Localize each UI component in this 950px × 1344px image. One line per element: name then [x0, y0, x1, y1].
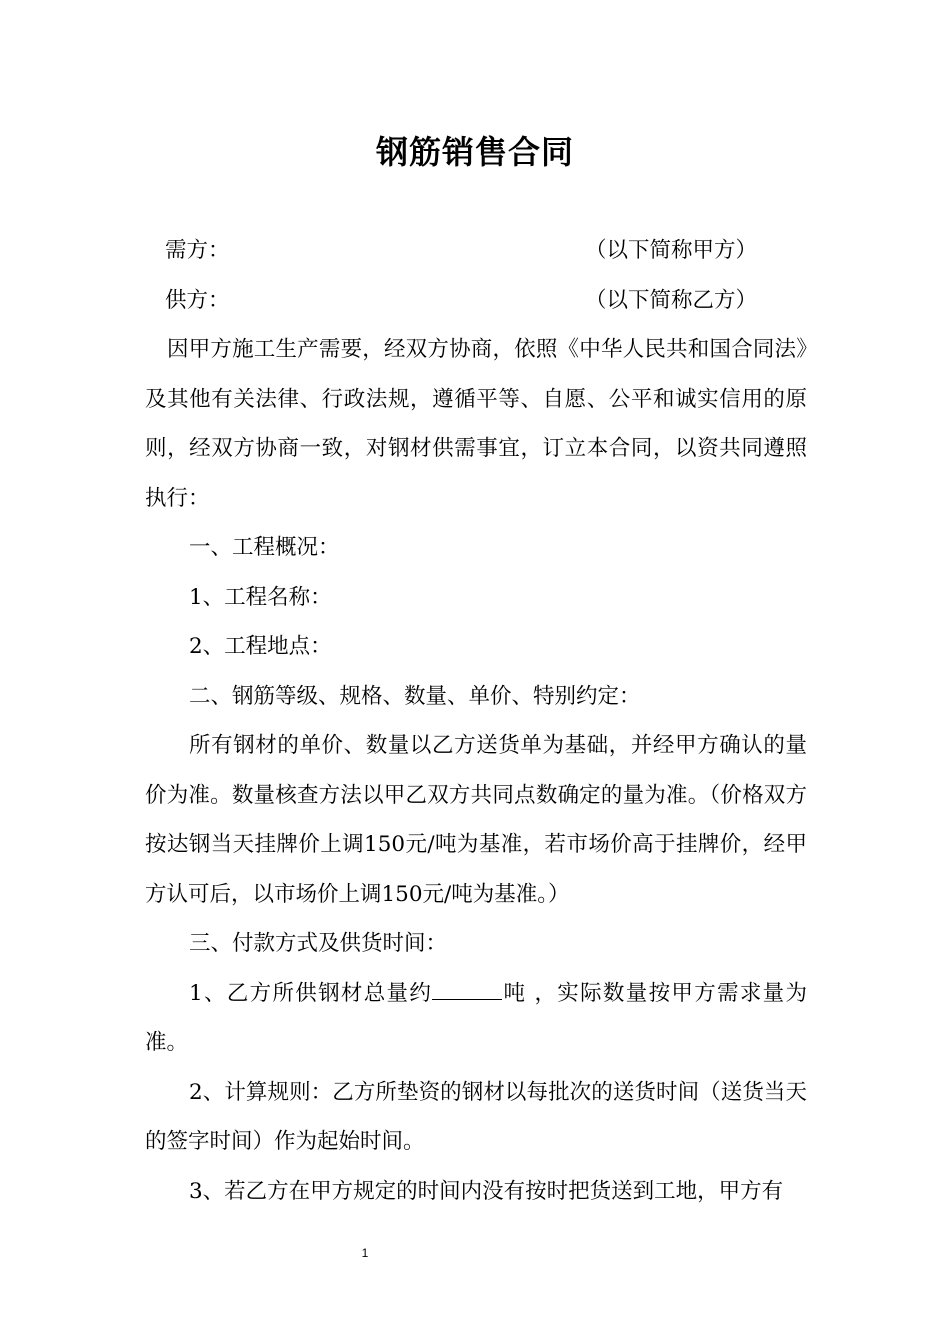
party-buyer-note: （以下简称甲方）	[585, 238, 758, 263]
section1-item-project-location: 2、工程地点：	[189, 634, 332, 659]
party-seller-note: （以下简称乙方）	[585, 287, 758, 313]
section3-heading: 三、付款方式及供货时间：	[189, 931, 448, 956]
intro-paragraph: 因甲方施工生产需要，经双方协商，依照《中华人民共和国合同法》及其他有关法律、行政法规，遵循平等、自愿、公平和诚实信用的原则，经双方协商一致，对钢材供需事宜，订立本合同，以资共同遵照执行：	[145, 337, 807, 511]
party-seller-label: 供方：	[165, 287, 230, 313]
quantity-blank-line	[432, 979, 502, 1000]
section1-item-project-name: 1、工程名称：	[189, 584, 332, 610]
section3-item2: 2、计算规则：乙方所垫资的钢材以每批次的送货时间（送货当天的签字时间）作为起始时间。	[145, 1079, 807, 1154]
party-buyer-label: 需方：	[165, 238, 230, 263]
party-seller	[145, 276, 807, 326]
party-buyer	[145, 226, 807, 276]
section2-body: 所有钢材的单价、数量以乙方送货单为基础，并经甲方确认的量价为准。数量核查方法以甲乙双方共同点数确定的量为准。（价格双方按达钢当天挂牌价上调150元/吨为基准，若市场价高于挂牌价，经甲方认可后，以市场价上调150元/吨为基准。）	[145, 733, 807, 907]
section2-heading: 二、钢筋等级、规格、数量、单价、特别约定：	[189, 683, 641, 709]
section3-item1-after: 吨 ，实际数量按甲方需求量为准。	[145, 980, 807, 1055]
document-title: 钢筋销售合同	[375, 133, 574, 171]
section3-item1	[145, 969, 807, 1068]
page-number: 1	[361, 1246, 369, 1260]
section1-heading: 一、工程概况：	[189, 535, 340, 560]
section3-item1-before: 1、乙方所供钢材总量约	[189, 980, 433, 1006]
document-body	[145, 226, 807, 1216]
section3-item3: 3、若乙方在甲方规定的时间内没有按时把货送到工地，甲方有	[189, 1178, 784, 1204]
